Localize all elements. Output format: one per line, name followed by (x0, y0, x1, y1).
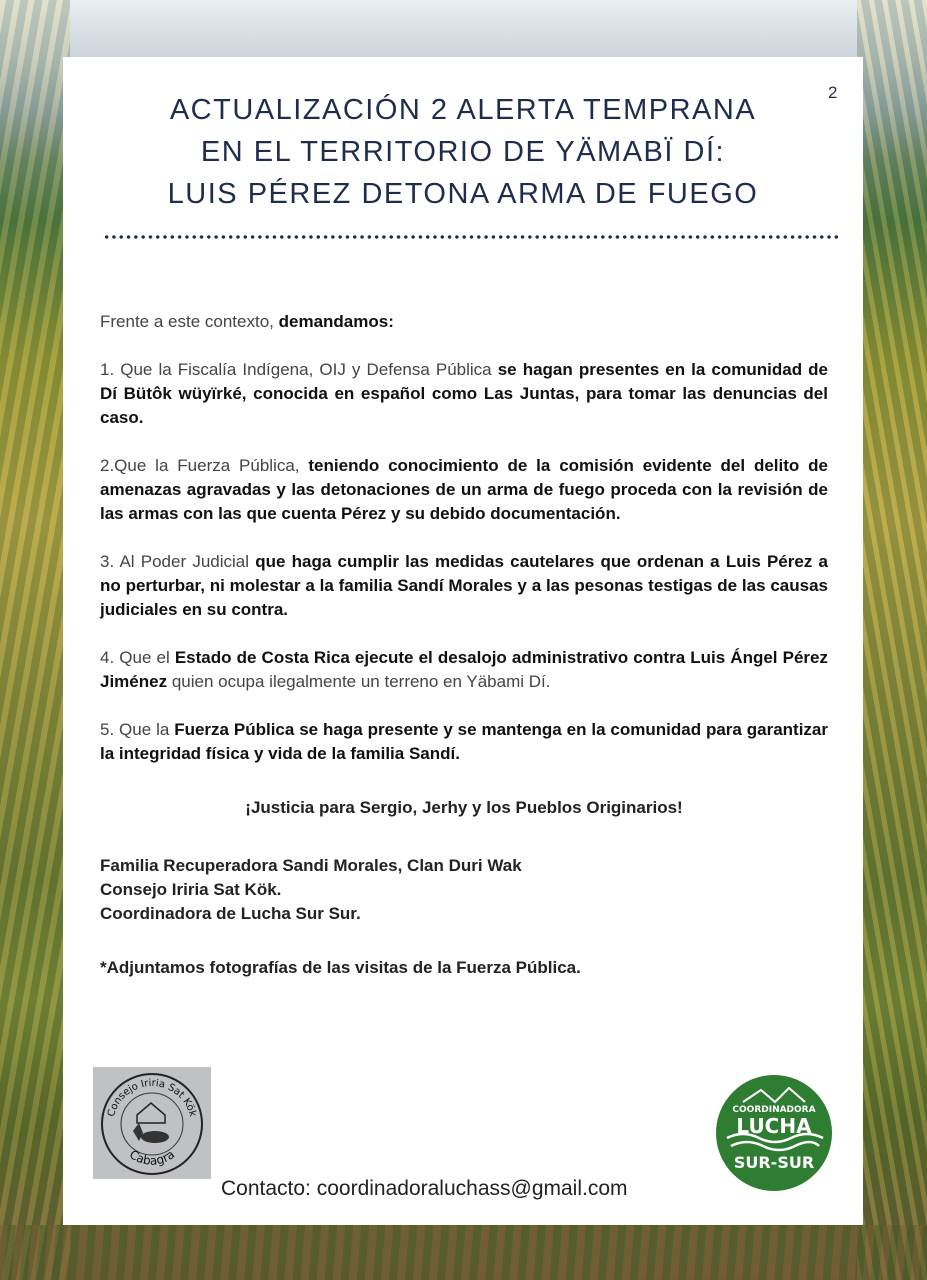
document-title (63, 89, 863, 215)
demand-2-light: 2.Que la Fuerza Pública, (100, 456, 309, 475)
signatory-3: Coordinadora de Lucha Sur Sur. (100, 904, 361, 923)
demand-5-light: 5. Que la (100, 720, 175, 739)
demand-item-1 (100, 358, 828, 430)
demand-4-bold: Estado de Costa Rica ejecute el desalojo administrativo contra Luis Ángel Pérez Jiménez (100, 648, 828, 691)
document-card (63, 57, 863, 1225)
seal-bottom-text: Cabagra (126, 1147, 178, 1168)
dotted-divider (103, 235, 838, 239)
signatories (100, 854, 828, 926)
intro-text: Frente a este contexto, (100, 312, 279, 331)
demand-1-light: 1. Que la Fiscalía Indígena, OIJ y Defensa Pública (100, 360, 498, 379)
document-body (100, 310, 828, 980)
title-line-3: LUIS PÉREZ DETONA ARMA DE FUEGO (167, 178, 759, 210)
coordinadora-lucha-logo (713, 1072, 835, 1194)
photos-note: *Adjuntamos fotografías de las visitas de la Fuerza Pública. (100, 958, 581, 977)
consejo-seal-image (93, 1067, 211, 1179)
demand-item-3 (100, 550, 828, 622)
signatory-1: Familia Recuperadora Sandi Morales, Clan Duri Wak (100, 856, 522, 875)
logo-middle-text: LUCHA (736, 1114, 812, 1138)
logo-top-text: COORDINADORA (732, 1105, 816, 1115)
logo-bottom-text: SUR-SUR (733, 1153, 815, 1172)
demand-item-5 (100, 718, 828, 766)
demand-4-light: 4. Que el (100, 648, 175, 667)
intro-paragraph (100, 310, 828, 334)
demand-5-bold: Fuerza Pública se haga presente y se mantenga en la comunidad para garantizar la integridad física y vida de la familia Sandí. (100, 720, 829, 763)
background-grass-right (857, 0, 927, 1280)
demand-3-bold: que haga cumplir las medidas cautelares que ordenan a Luis Pérez a no perturbar, ni molestar a la familia Sandí Morales y a las pesonas testigas de las causas judiciales en su contra. (100, 552, 828, 619)
title-line-2: EN EL TERRITORIO DE YÄMABÏ DÍ: (200, 136, 726, 168)
demand-2-bold: teniendo conocimiento de la comisión evidente del delito de amenazas agravadas y las detonaciones de un arma de fuego proceda con la revisión de las armas con las que cuenta Pérez y su debido documentación. (100, 456, 828, 523)
background-grass-left (0, 0, 70, 1280)
background-ground (0, 1225, 927, 1280)
demand-item-4 (100, 646, 828, 694)
demand-item-2 (100, 454, 828, 526)
page-number: 2 (828, 83, 838, 102)
demand-3-light: 3. Al Poder Judicial (100, 552, 256, 571)
title-line-1: ACTUALIZACIÓN 2 ALERTA TEMPRANA (169, 94, 757, 126)
contact-line: Contacto: coordinadoraluchass@gmail.com (221, 1177, 628, 1200)
seal-top-text: Consejo Iriria Sat Kök (105, 1077, 199, 1119)
slogan: ¡Justicia para Sergio, Jerhy y los Pueblos Originarios! (245, 798, 683, 817)
demand-1-bold: se hagan presentes en la comunidad de Dí Bütôk wüyïrké, conocida en español como Las Juntas, para tomar las denuncias del caso. (100, 360, 828, 427)
demand-4-tail: quien ocupa ilegalmente un terreno en Yäbami Dí. (167, 672, 551, 691)
signatory-2: Consejo Iriria Sat Kök. (100, 880, 282, 899)
intro-bold: demandamos: (278, 312, 394, 331)
